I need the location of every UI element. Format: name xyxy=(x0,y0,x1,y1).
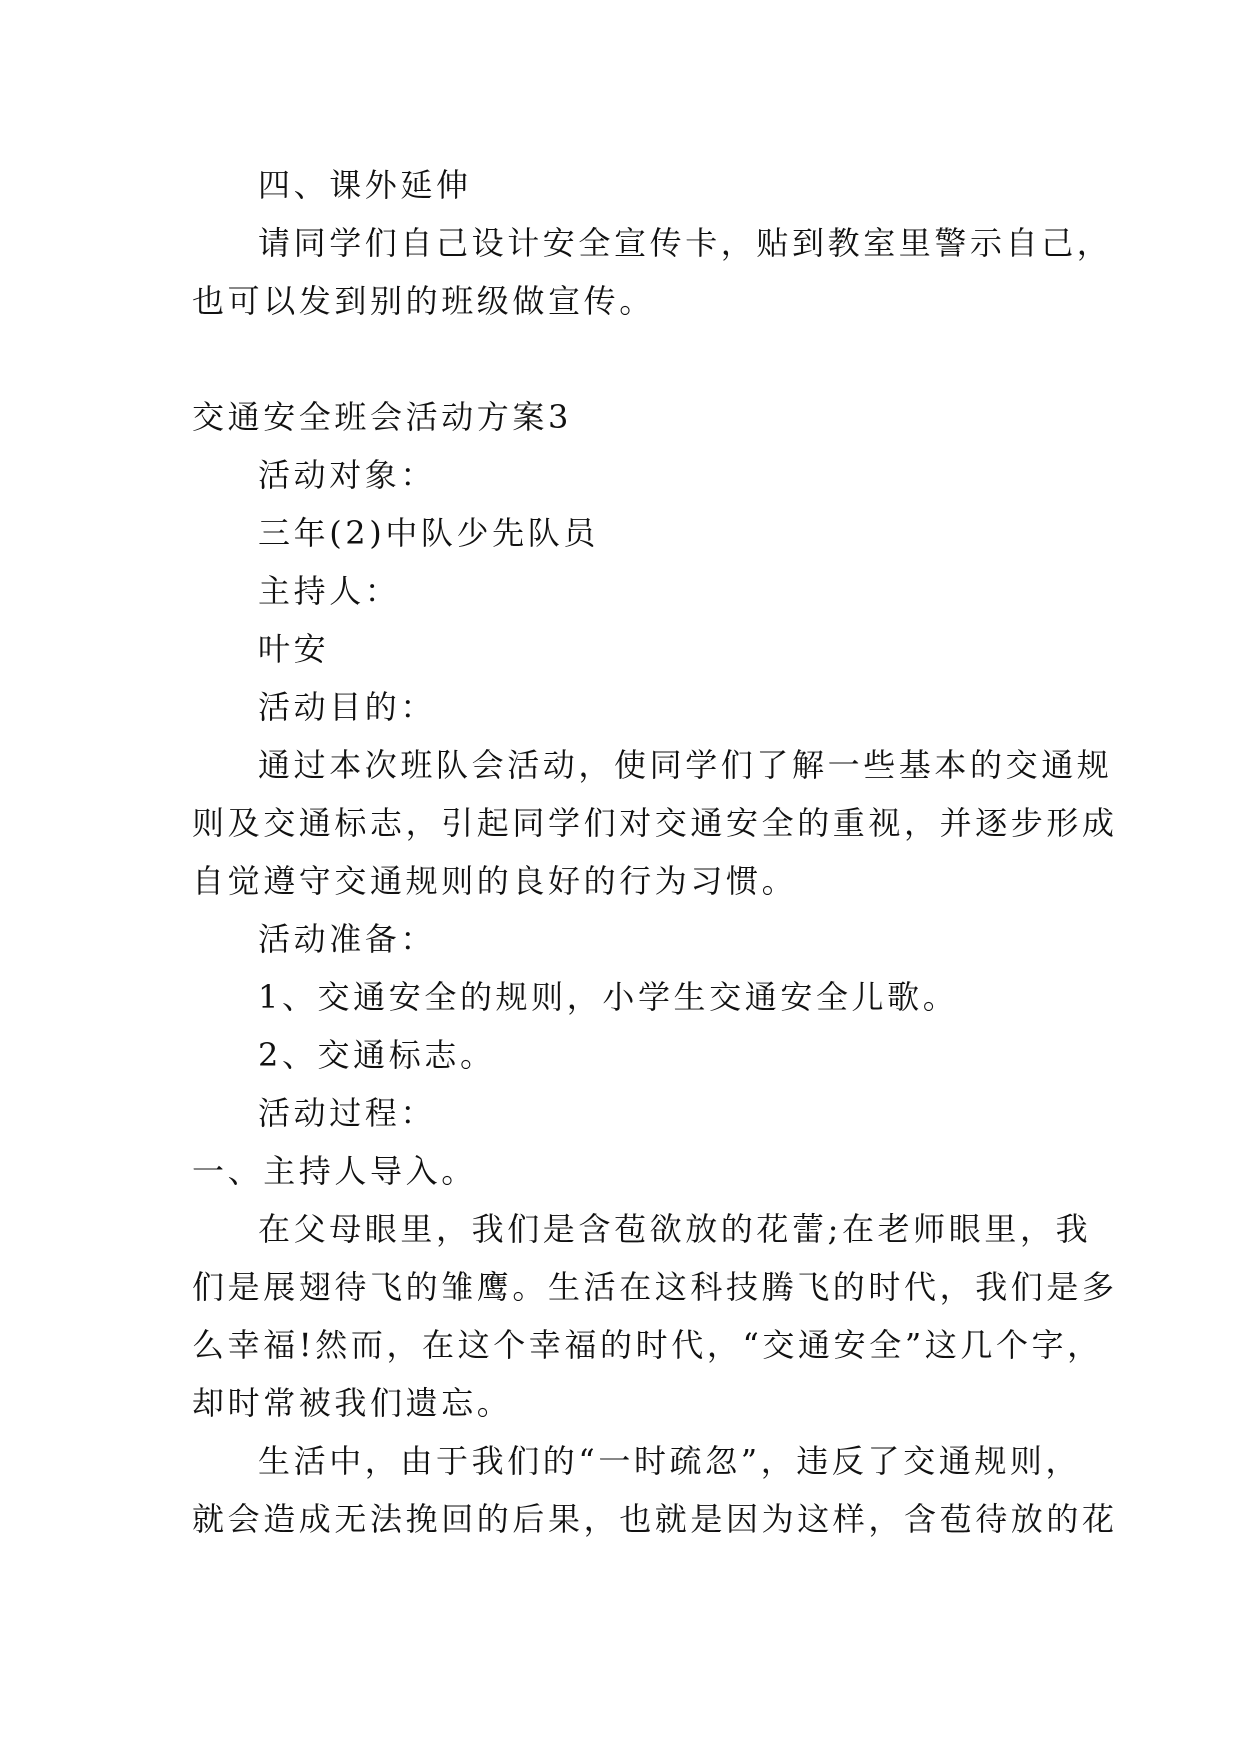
document-title: 交通安全班会活动方案3 xyxy=(192,398,572,436)
paragraph-line: 生活中，由于我们的“一时疏忽”，违反了交通规则， xyxy=(258,1442,1082,1480)
paragraph-line: 么幸福!然而，在这个幸福的时代，“交通安全”这几个字， xyxy=(192,1326,1103,1364)
list-item: 1、交通安全的规则，小学生交通安全儿歌。 xyxy=(258,978,959,1016)
paragraph-line: 们是展翅待飞的雏鹰。生活在这科技腾飞的时代，我们是多 xyxy=(192,1268,1118,1306)
list-item: 2、交通标志。 xyxy=(258,1036,496,1074)
section-heading: 四、课外延伸 xyxy=(258,166,472,204)
field-value: 叶安 xyxy=(258,630,330,668)
field-value: 三年(2)中队少先队员 xyxy=(258,514,599,552)
paragraph-line: 通过本次班队会活动，使同学们了解一些基本的交通规 xyxy=(258,746,1113,784)
section-heading: 一、主持人导入。 xyxy=(192,1152,477,1190)
paragraph-line: 请同学们自己设计安全宣传卡，贴到教室里警示自己， xyxy=(258,224,1113,262)
paragraph-line: 自觉遵守交通规则的良好的行为习惯。 xyxy=(192,862,798,900)
field-label: 主持人： xyxy=(258,572,401,610)
paragraph-line: 在父母眼里，我们是含苞欲放的花蕾;在老师眼里，我 xyxy=(258,1210,1092,1248)
field-label: 活动目的： xyxy=(258,688,437,726)
field-label: 活动准备： xyxy=(258,920,437,958)
paragraph-line: 也可以发到别的班级做宣传。 xyxy=(192,282,655,320)
field-label: 活动对象： xyxy=(258,456,437,494)
paragraph-line: 就会造成无法挽回的后果，也就是因为这样，含苞待放的花 xyxy=(192,1500,1118,1538)
paragraph-line: 则及交通标志，引起同学们对交通安全的重视，并逐步形成 xyxy=(192,804,1118,842)
field-label: 活动过程： xyxy=(258,1094,437,1132)
paragraph-line: 却时常被我们遗忘。 xyxy=(192,1384,513,1422)
